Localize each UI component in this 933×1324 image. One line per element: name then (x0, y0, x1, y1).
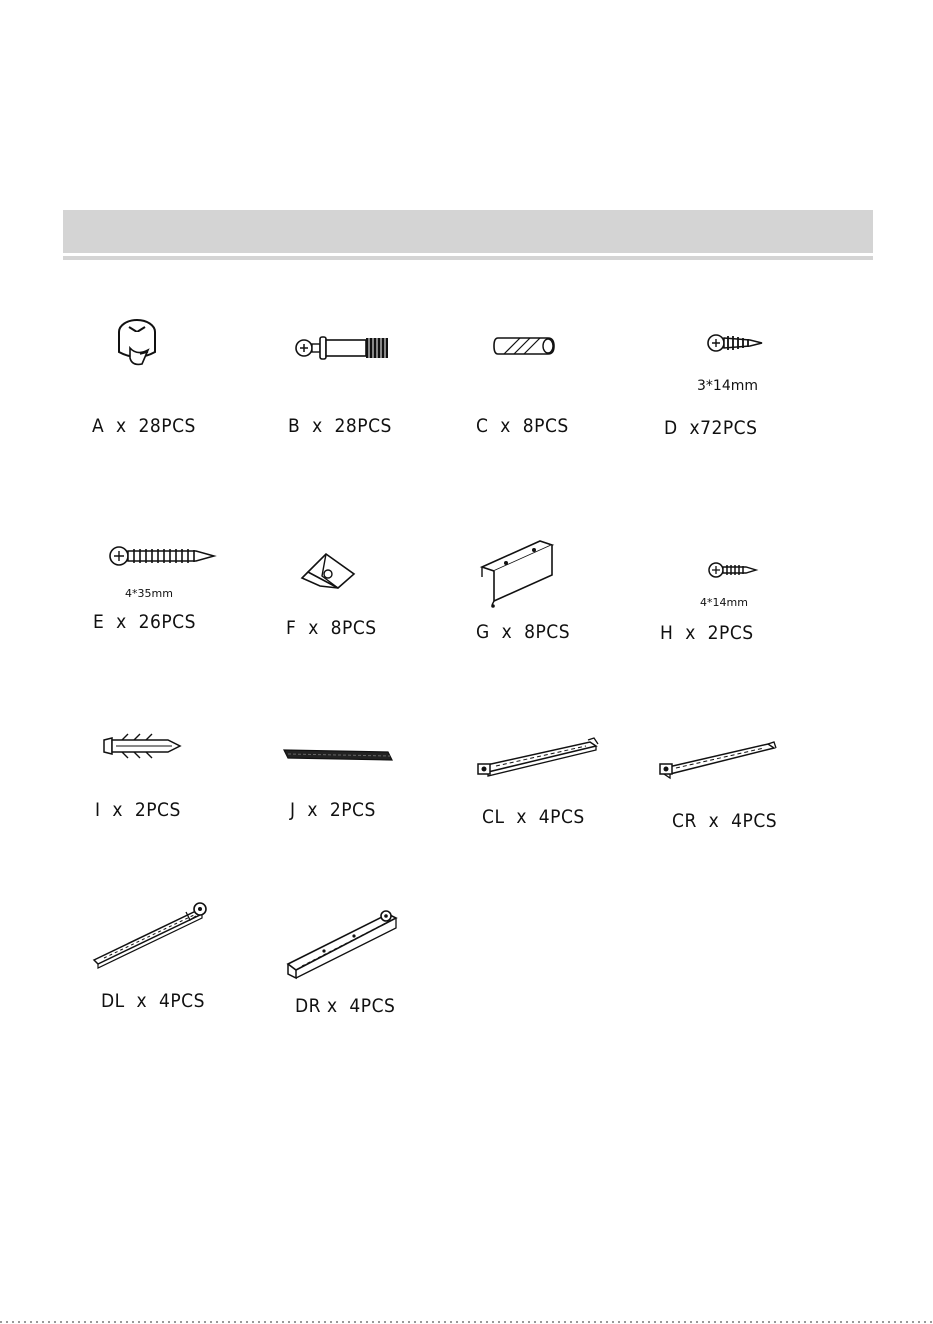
size-label-h: 4*14mm (700, 596, 748, 609)
cabinet-rail-left-icon (476, 738, 600, 778)
bracket-icon (478, 537, 554, 609)
cam-bolt-icon (294, 332, 392, 362)
part-label-g: G x 8PCS (476, 621, 571, 643)
screw-icon (708, 559, 758, 581)
long-screw-icon (108, 543, 216, 569)
part-label-d: D x72PCS (664, 417, 758, 439)
header-rule (63, 256, 873, 260)
size-label-e: 4*35mm (125, 587, 173, 600)
cabinet-rail-right-icon (658, 740, 778, 780)
drawer-rail-right-icon (284, 908, 400, 980)
part-label-e: E x 26PCS (93, 611, 196, 633)
wood-dowel-icon (492, 335, 556, 357)
part-label-dl: DL x 4PCS (101, 990, 205, 1012)
drawer-rail-left-icon (90, 900, 212, 970)
page-edge-dots (0, 1321, 933, 1323)
size-label-d: 3*14mm (697, 378, 758, 394)
part-label-cl: CL x 4PCS (482, 806, 585, 828)
part-label-i: I x 2PCS (95, 799, 181, 821)
corner-block-icon (300, 550, 358, 590)
part-label-dr: DR x 4PCS (295, 995, 396, 1017)
part-label-j: J x 2PCS (290, 799, 376, 821)
wall-plug-icon (102, 732, 182, 760)
cam-lock-icon (112, 318, 162, 370)
part-label-f: F x 8PCS (286, 617, 377, 639)
short-screw-icon (706, 330, 764, 356)
felt-strip-icon (282, 748, 394, 762)
part-label-cr: CR x 4PCS (672, 810, 778, 832)
part-label-a: A x 28PCS (92, 415, 196, 437)
part-label-c: C x 8PCS (476, 415, 569, 437)
header-bar (63, 210, 873, 253)
part-label-b: B x 28PCS (288, 415, 392, 437)
part-label-h: H x 2PCS (660, 622, 754, 644)
